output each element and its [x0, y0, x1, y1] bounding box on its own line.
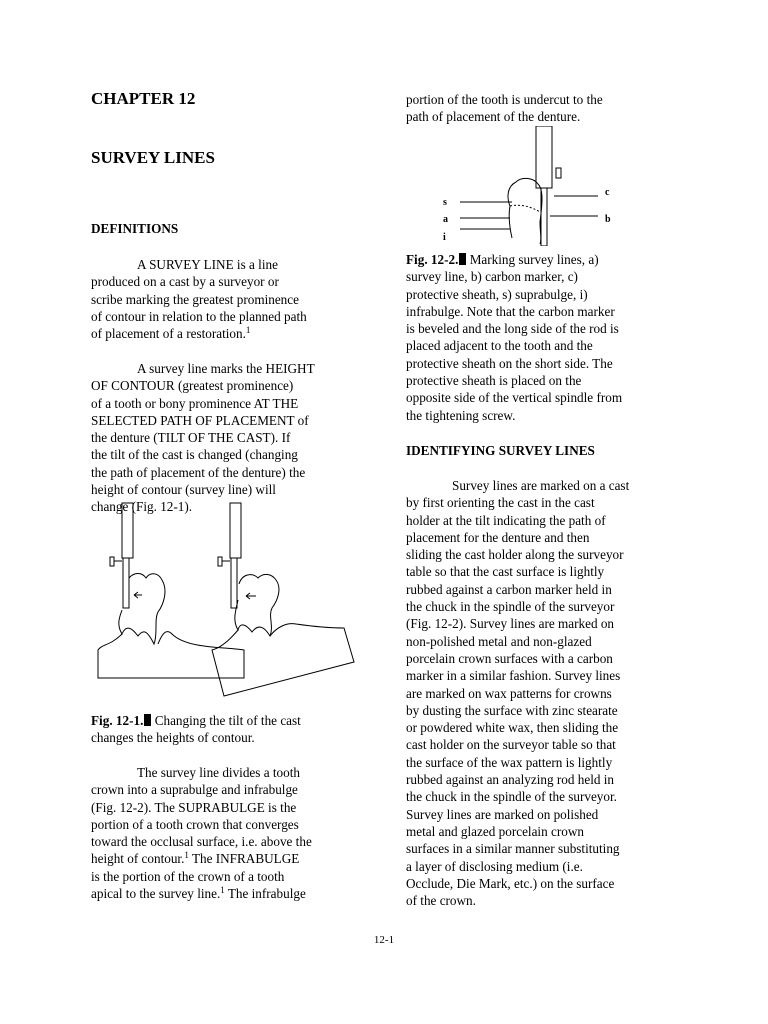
vertical-spindle	[536, 126, 552, 188]
text-line: (Fig. 12-2). Survey lines are marked on	[406, 616, 615, 632]
caption-line: survey line, b) carbon marker, c)	[406, 269, 578, 285]
chapter-heading: CHAPTER 12	[91, 89, 196, 108]
spindle-left	[122, 503, 133, 558]
reference-superscript: 1	[220, 885, 225, 896]
caption-line: protective sheath on the short side. The	[406, 355, 613, 371]
identifying-paragraph	[406, 477, 668, 909]
tooth-left	[119, 574, 165, 645]
text-line: placement for the denture and then	[406, 529, 590, 545]
cast-left	[98, 632, 244, 678]
caption-line: protective sheath, s) suprabulge, i)	[406, 286, 588, 302]
text-line: porcelain crown surfaces with a carbon	[406, 650, 613, 666]
text-line: rubbed against an analyzing rod held in	[406, 772, 615, 788]
text-line: the surface of the wax pattern is lightly	[406, 754, 613, 770]
caption-line: infrabulge. Note that the carbon marker	[406, 303, 615, 319]
label-i: i	[443, 232, 446, 243]
caption-text: Changing the tilt of the cast	[151, 713, 301, 728]
text-line: of contour in relation to the planned path	[91, 308, 307, 324]
text-line: height of contour (survey line) will	[91, 482, 276, 498]
page-number: 12-1	[373, 934, 395, 946]
text-span: height of contour.	[91, 851, 185, 867]
label-c: c	[605, 187, 610, 198]
figure-12-1-caption	[91, 712, 353, 747]
text-line: cast holder on the surveyor table so that	[406, 737, 616, 753]
text-line: of the crown.	[406, 893, 476, 909]
text-span: The INFRABULGE	[188, 851, 300, 867]
caption-line: changes the heights of contour.	[91, 730, 255, 746]
tightening-screw	[556, 168, 561, 178]
marker-right	[231, 558, 237, 608]
figure-12-2-caption	[406, 251, 668, 424]
text-line: Survey lines are marked on a cast	[452, 478, 630, 493]
text-line: are marked on wax patterns for crowns	[406, 685, 612, 701]
text-line: Survey lines are marked on polished	[406, 806, 599, 822]
text-line: the tilt of the cast is changed (changing	[91, 447, 298, 463]
caption-line: the tightening screw.	[406, 407, 516, 423]
text-line: a layer of disclosing medium (i.e.	[406, 858, 583, 874]
text-line: scribe marking the greatest prominence	[91, 291, 299, 307]
text-line	[91, 850, 361, 867]
text-line: OF CONTOUR (greatest prominence)	[91, 378, 294, 394]
text-line: holder at the tilt indicating the path of	[406, 512, 606, 528]
caption-line: protective sheath is placed on the	[406, 373, 582, 389]
text-line: portion of a tooth crown that converges	[91, 816, 299, 832]
reference-superscript: 1	[184, 850, 189, 861]
text-line: the path of placement of the denture) the	[91, 464, 306, 480]
text-line: by dusting the surface with zinc stearate	[406, 702, 618, 718]
text-line: A survey line marks the HEIGHT	[137, 361, 315, 376]
text-span: The infrabulge	[224, 886, 306, 902]
text-line: SELECTED PATH OF PLACEMENT of	[91, 412, 309, 428]
screw-left	[110, 557, 114, 566]
definition-paragraph-2	[91, 360, 353, 516]
caption-text: Marking survey lines, a)	[466, 252, 599, 267]
text-line: the chuck in the spindle of the surveyor	[406, 599, 615, 615]
tooth-right	[235, 574, 279, 636]
text-line: A SURVEY LINE is a line	[137, 257, 278, 272]
continued-paragraph	[406, 91, 666, 126]
text-line: portion of the tooth is undercut to the	[406, 92, 603, 107]
text-line	[91, 325, 353, 342]
text-line: of a tooth or bony prominence AT THE	[91, 395, 299, 411]
text-line: crown into a suprabulge and infrabulge	[91, 782, 298, 798]
figure-12-2-illustration	[430, 126, 630, 246]
figure-label: Fig. 12-2.	[406, 252, 459, 267]
text-line: sliding the cast holder along the surveyor	[406, 547, 624, 563]
caption-line	[406, 251, 668, 268]
identifying-heading: IDENTIFYING SURVEY LINES	[406, 443, 595, 458]
text-span: of placement of a restoration.	[91, 326, 246, 342]
screw-right	[218, 557, 222, 566]
text-line: by first orienting the cast in the cast	[406, 495, 595, 511]
figure-12-1-illustration	[92, 500, 362, 700]
page-title: SURVEY LINES	[91, 148, 215, 167]
text-line: the chuck in the spindle of the surveyor.	[406, 789, 617, 805]
caption-line: is beveled and the long side of the rod is	[406, 321, 619, 337]
text-line	[91, 885, 361, 902]
figure-label: Fig. 12-1.	[91, 713, 144, 728]
text-line: The survey line divides a tooth	[137, 765, 300, 780]
text-line: table so that the cast surface is lightly	[406, 564, 605, 580]
caption-line: opposite side of the vertical spindle from	[406, 390, 623, 406]
definitions-heading: DEFINITIONS	[91, 221, 179, 236]
text-line: Occlude, Die Mark, etc.) on the surface	[406, 875, 615, 891]
text-line: metal and glazed porcelain crown	[406, 823, 584, 839]
text-line: rubbed against a carbon marker held in	[406, 581, 612, 597]
text-line: toward the occlusal surface, i.e. above the	[91, 834, 312, 850]
text-line: surfaces in a similar manner substituting	[406, 841, 620, 857]
cast-right	[212, 624, 354, 696]
label-s: s	[443, 197, 447, 208]
text-line: is the portion of the crown of a tooth	[91, 868, 285, 884]
marker-left	[123, 558, 129, 608]
text-line: the denture (TILT OF THE CAST). If	[91, 430, 291, 446]
reference-superscript: 1	[245, 325, 251, 336]
spindle-right	[230, 503, 241, 558]
caption-line	[91, 712, 353, 729]
text-line: path of placement of the denture.	[406, 109, 581, 125]
label-b: b	[605, 214, 611, 225]
caption-line: placed adjacent to the tooth and the	[406, 338, 593, 354]
text-line: produced on a cast by a surveyor or	[91, 274, 279, 290]
text-line: marker in a similar fashion. Survey lines	[406, 668, 621, 684]
text-line: (Fig. 12-2). The SUPRABULGE is the	[91, 799, 297, 815]
text-line: or powdered white wax, then sliding the	[406, 720, 619, 736]
text-span: apical to the survey line.	[91, 886, 221, 902]
definition-paragraph-1	[91, 256, 353, 342]
label-a: a	[443, 214, 448, 225]
text-line: change (Fig. 12-1).	[91, 499, 193, 515]
survey-line-paragraph	[91, 764, 361, 902]
text-line: non-polished metal and non-glazed	[406, 633, 592, 649]
